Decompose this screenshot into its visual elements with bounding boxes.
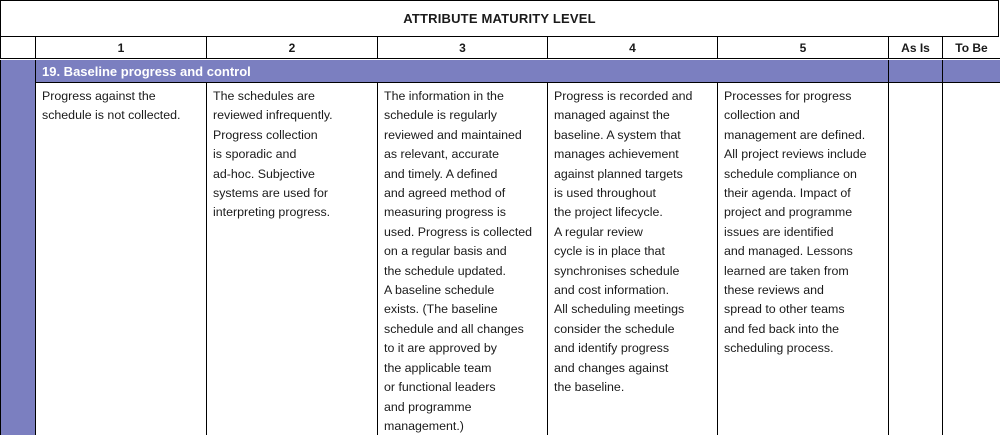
header-level-4: 4 xyxy=(548,37,718,59)
cell-as-is[interactable] xyxy=(889,83,943,435)
header-level-1: 1 xyxy=(36,37,207,59)
header-level-2: 2 xyxy=(207,37,378,59)
cell-level-5: Processes for progress collection and management are defined. All project reviews include schedule compliance on their agenda. Impact of project and programme issues are identified and managed. Lessons learned are taken from these reviews and spread to other teams and fed back into the scheduling process. xyxy=(718,83,889,435)
header-as-is: As Is xyxy=(889,37,943,59)
header-row xyxy=(0,37,1000,59)
cell-level-3: The information in the schedule is regularly reviewed and maintained as relevant, accurate and timely. A defined and agreed method of measuring progress is used. Progress is collected on a regular basis and the schedule updated. A baseline schedule exists. (The baseline schedule and all changes to it are approved by the applicable team or functional leaders and programme management.) xyxy=(378,83,548,435)
side-strip xyxy=(0,60,36,435)
table-row xyxy=(36,83,1000,435)
section-title: 19. Baseline progress and control xyxy=(36,60,889,83)
cell-to-be[interactable] xyxy=(943,83,1000,435)
cell-level-1: Progress against the schedule is not collected. xyxy=(36,83,207,435)
section-band-as-is xyxy=(889,60,943,83)
header-level-3: 3 xyxy=(378,37,548,59)
section-band-to-be xyxy=(943,60,1000,83)
table-title: ATTRIBUTE MATURITY LEVEL xyxy=(0,0,999,37)
cell-level-4: Progress is recorded and managed against the baseline. A system that manages achievement against planned targets is used throughout the project lifecycle. A regular review cycle is in place that synchronises schedule and cost information. All scheduling meetings consider the schedule and identify progress and changes against the baseline. xyxy=(548,83,718,435)
header-level-5: 5 xyxy=(718,37,889,59)
cell-level-2: The schedules are reviewed infrequently. Progress collection is sporadic and ad-hoc. Subjective systems are used for interpreting progress. xyxy=(207,83,378,435)
header-blank xyxy=(0,37,36,59)
header-to-be: To Be xyxy=(955,41,988,55)
